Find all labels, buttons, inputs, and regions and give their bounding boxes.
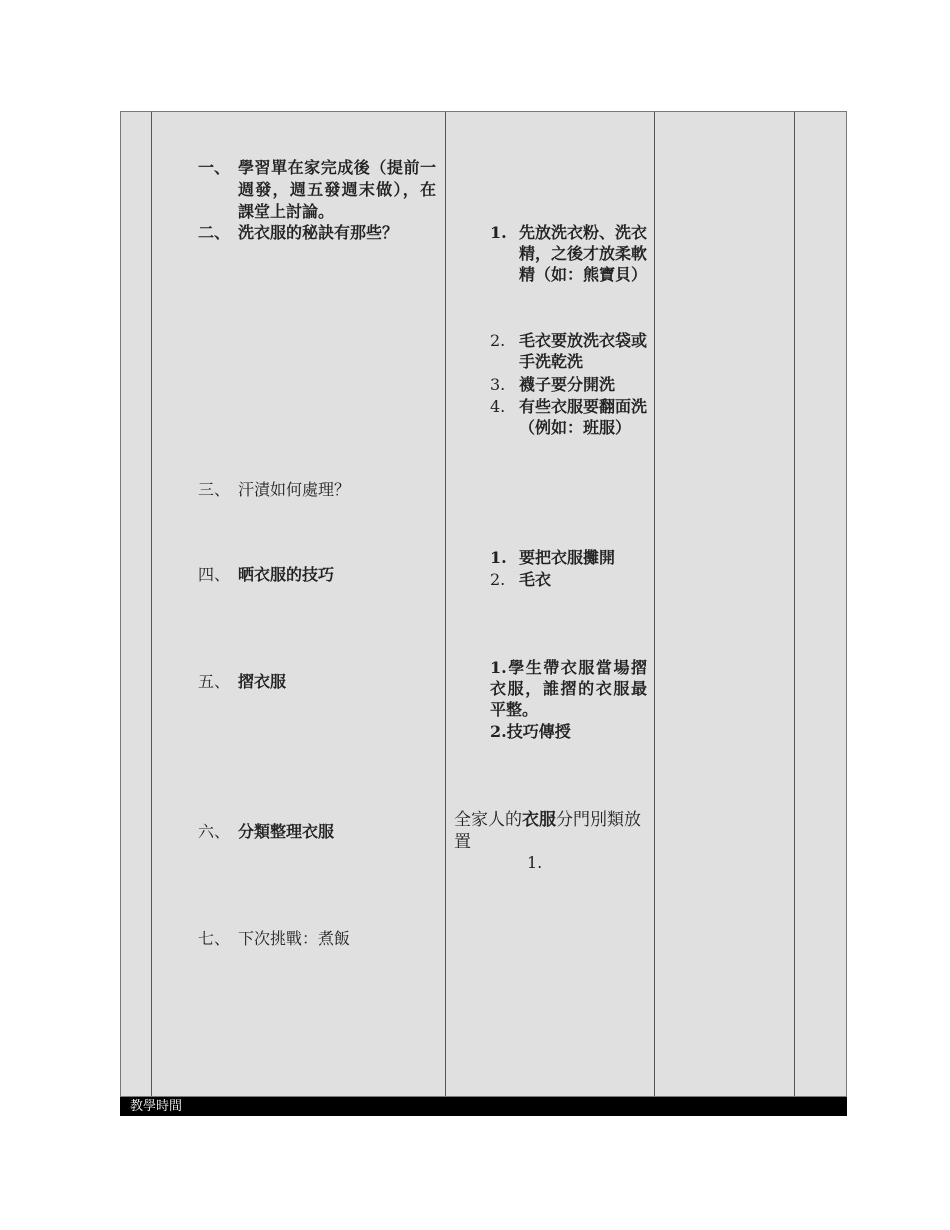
teaching-time-bar [120,1097,847,1116]
folding-note-1: 1.學生帶衣服當場摺衣服，誰摺的衣服最平整。 [490,658,647,719]
folding-note-2: 2.技巧傳授 [490,722,571,741]
column-divider [794,112,795,1096]
sorting-number: 1. [527,853,543,872]
column-divider [445,112,446,1096]
column-divider [654,112,655,1096]
sorting-note: 全家人的衣服分門別類放置 [454,810,641,852]
teaching-time-label: 教學時間 [130,1099,183,1114]
column-divider [151,112,152,1096]
